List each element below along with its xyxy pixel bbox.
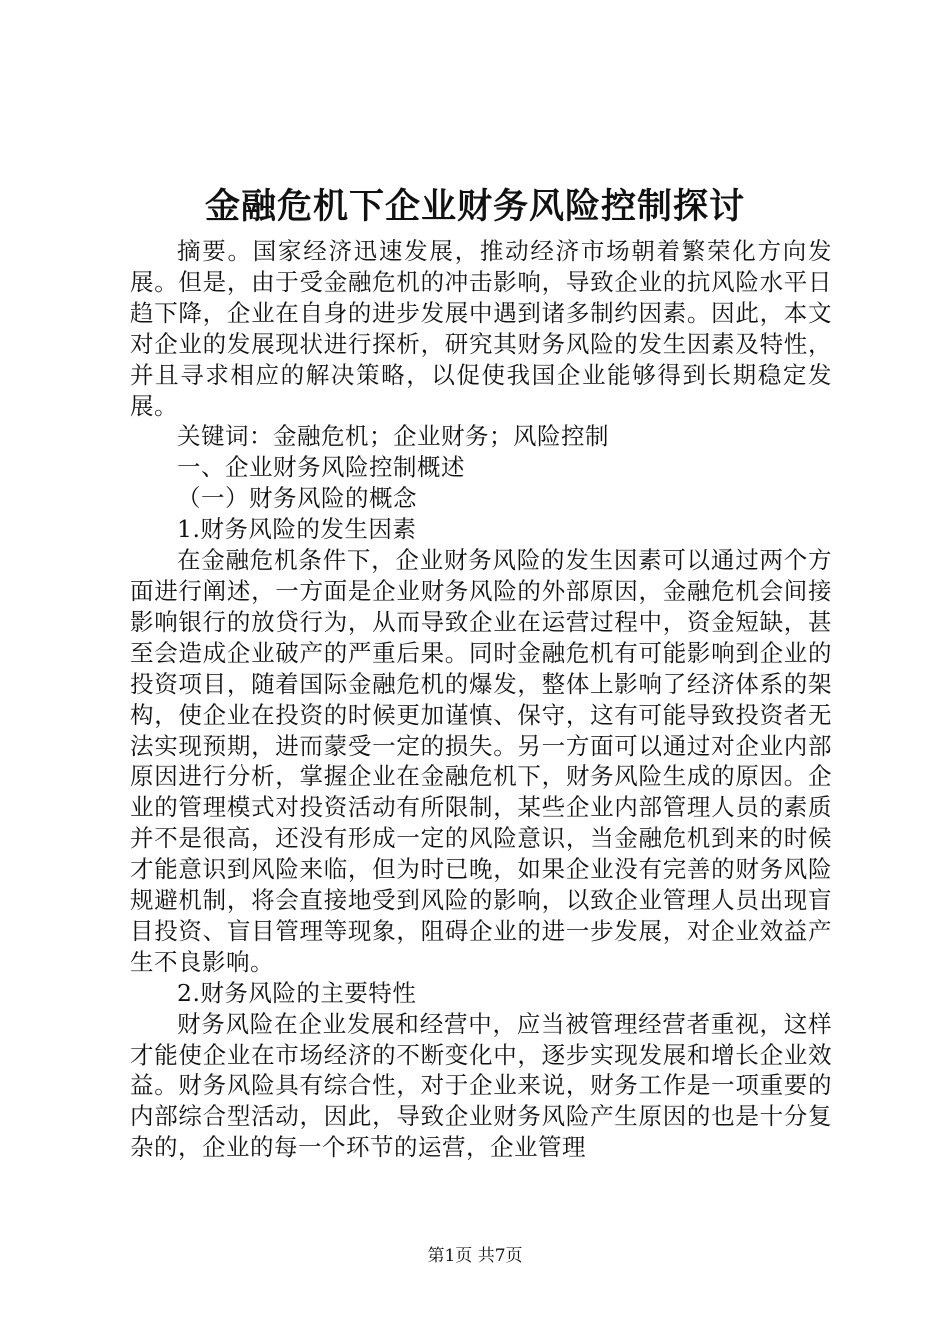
section-heading-1: 一、企业财务风险控制概述 (177, 453, 465, 482)
subheading-1-1: 1.财务风险的发生因素 (177, 515, 417, 544)
abstract-paragraph: 摘要。国家经济迅速发展，推动经济市场朝着繁荣化方向发展。但是，由于受金融危机的冲击影响，导致企业的抗风险水平日趋下降，企业在自身的进步发展中遇到诸多制约因素。因此，本文对企业的发展现状进行探析，研究其财务风险的发生因素及特性，并且寻求相应的解决策略，以促使我国企业能够得到长期稳定发展。 (130, 237, 832, 420)
document-title: 金融危机下企业财务风险控制探讨 (204, 186, 745, 227)
body-paragraph: 财务风险在企业发展和经营中，应当被管理经营者重视，这样才能使企业在市场经济的不断变化中，逐步实现发展和增长企业效益。财务风险具有综合性，对于企业来说，财务工作是一项重要的内部综合型活动，因此，导致企业财务风险产生原因的也是十分复杂的，企业的每一个环节的运营，企业管理 (130, 1009, 832, 1162)
document-body (130, 236, 832, 1163)
page-number-footer: 第1页 共7页 (427, 1246, 523, 1266)
subheading-1-2: 2.财务风险的主要特性 (177, 978, 417, 1007)
body-paragraph: 在金融危机条件下，企业财务风险的发生因素可以通过两个方面进行阐述，一方面是企业财务风险的外部原因，金融危机会间接影响银行的放贷行为，从而导致企业在运营过程中，资金短缺，甚至会造成企业破产的严重后果。同时金融危机有可能影响到企业的投资项目，随着国际金融危机的爆发，整体上影响了经济体系的架构，使企业在投资的时候更加谨慎、保守，这有可能导致投资者无法实现预期，进而蒙受一定的损失。另一方面可以通过对企业内部原因进行分析，掌握企业在金融危机下，财务风险生成的原因。企业的管理模式对投资活动有所限制，某些企业内部管理人员的素质并不是很高，还没有形成一定的风险意识，当金融危机到来的时候才能意识到风险来临，但为时已晚，如果企业没有完善的财务风险规避机制，将会直接地受到风险的影响，以致企业管理人员出现盲目投资、盲目管理等现象，阻碍企业的进一步发展，对企业效益产生不良影响。 (130, 546, 832, 976)
subsection-heading-1: （一）财务风险的概念 (177, 484, 417, 513)
keywords-line: 关键词：金融危机；企业财务；风险控制 (177, 422, 609, 451)
